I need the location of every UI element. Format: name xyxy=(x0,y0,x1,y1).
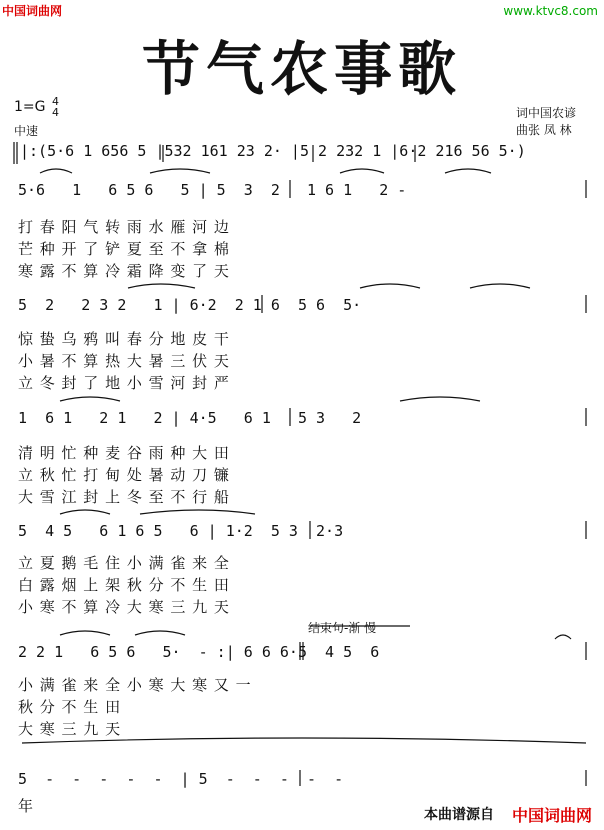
system-3-notes: 5 2 2 3 2 1 | 6·2 2 1 6 5 6 5· xyxy=(18,296,362,314)
system-1-notes: |:(5·6 1 656 5 |532 161 23 2· |5 2 232 1 |6·2 216 56 5·) xyxy=(20,142,526,160)
slur-arc xyxy=(400,397,480,401)
ending-marking: 结束句-渐 慢 xyxy=(308,621,377,635)
lyricist-credit: 词中国农谚 xyxy=(516,106,577,120)
composer-credit: 曲张 凤 林 xyxy=(516,123,572,137)
slur-arc xyxy=(60,397,120,401)
source-site-logo[interactable]: 中国词曲网 xyxy=(511,806,592,825)
slur-arc xyxy=(150,169,210,173)
system-2-lyrics-2: 芒 种 开 了 铲 夏 至 不 拿 棉 xyxy=(18,240,230,258)
system-4-lyrics-3: 大 雪 江 封 上 冬 至 不 行 船 xyxy=(18,488,230,506)
fermata xyxy=(555,635,571,639)
system-5-lyrics-1: 立 夏 鹅 毛 住 小 满 雀 来 全 xyxy=(18,554,230,572)
system-4-notes: 1 6 1 2 1 2 | 4·5 6 1 5 3 2 xyxy=(18,409,362,427)
slur-arc xyxy=(140,510,255,514)
slur-arc xyxy=(135,631,185,635)
system-4-lyrics-1: 清 明 忙 种 麦 谷 雨 种 大 田 xyxy=(18,444,230,462)
song-title: 节气农事歌 xyxy=(141,35,462,103)
system-7-notes: 5 - - - - - | 5 - - - - - xyxy=(18,770,353,788)
slur-arc xyxy=(60,510,110,514)
system-4-lyrics-2: 立 秋 忙 打 甸 处 暑 动 刀 镰 xyxy=(18,466,230,484)
slur-arc xyxy=(340,169,384,173)
slur-arc xyxy=(360,284,420,288)
time-sig-top: 4 xyxy=(51,95,59,108)
system-5-notes: 5 4 5 6 1 6 5 6 | 1·2 5 3 2·3 xyxy=(18,522,344,540)
system-2-notes: 5·6 1 6 5 6 5 | 5 3 2 1 6 1 2 - xyxy=(18,181,407,199)
key: 1=G xyxy=(14,99,46,115)
system-3-lyrics-1: 惊 蛰 乌 鸦 叫 春 分 地 皮 干 xyxy=(18,330,230,348)
system-6-lyrics-1: 小 满 雀 来 全 小 寒 大 寒 又 一 xyxy=(18,676,252,694)
slur-arc xyxy=(40,169,72,173)
system-7-lyrics-1: 年 xyxy=(18,797,35,815)
site-url[interactable]: www.ktvc8.com xyxy=(503,4,598,18)
slur-arc xyxy=(445,169,491,173)
system-3-lyrics-3: 立 冬 封 了 地 小 雪 河 封 严 xyxy=(18,374,230,392)
source-label: 本曲谱源自 xyxy=(424,807,494,823)
slur-arc xyxy=(470,284,530,288)
system-5-lyrics-3: 小 寒 不 算 冷 大 寒 三 九 天 xyxy=(18,598,230,616)
system-6-lyrics-3: 大 寒 三 九 天 xyxy=(18,720,122,738)
time-sig-bottom: 4 xyxy=(51,106,59,119)
system-2-lyrics-1: 打 春 阳 气 转 雨 水 雁 河 边 xyxy=(18,218,230,236)
system-3-lyrics-2: 小 暑 不 算 热 大 暑 三 伏 天 xyxy=(18,352,230,370)
system-6-lyrics-2: 秋 分 不 生 田 xyxy=(18,698,122,716)
system-2-lyrics-3: 寒 露 不 算 冷 霜 降 变 了 天 xyxy=(18,262,230,280)
site-logo-left[interactable]: 中国词曲网 xyxy=(2,4,63,18)
system-6-notes: 2 2 1 6 5 6 5· - :| 6 6 6·5 4 5 6 xyxy=(18,643,380,661)
slur-arc xyxy=(128,284,195,288)
system-5-lyrics-2: 白 露 烟 上 架 秋 分 不 生 田 xyxy=(18,576,230,594)
slur-arc xyxy=(60,631,110,635)
tempo-marking: 中速 xyxy=(14,124,39,138)
